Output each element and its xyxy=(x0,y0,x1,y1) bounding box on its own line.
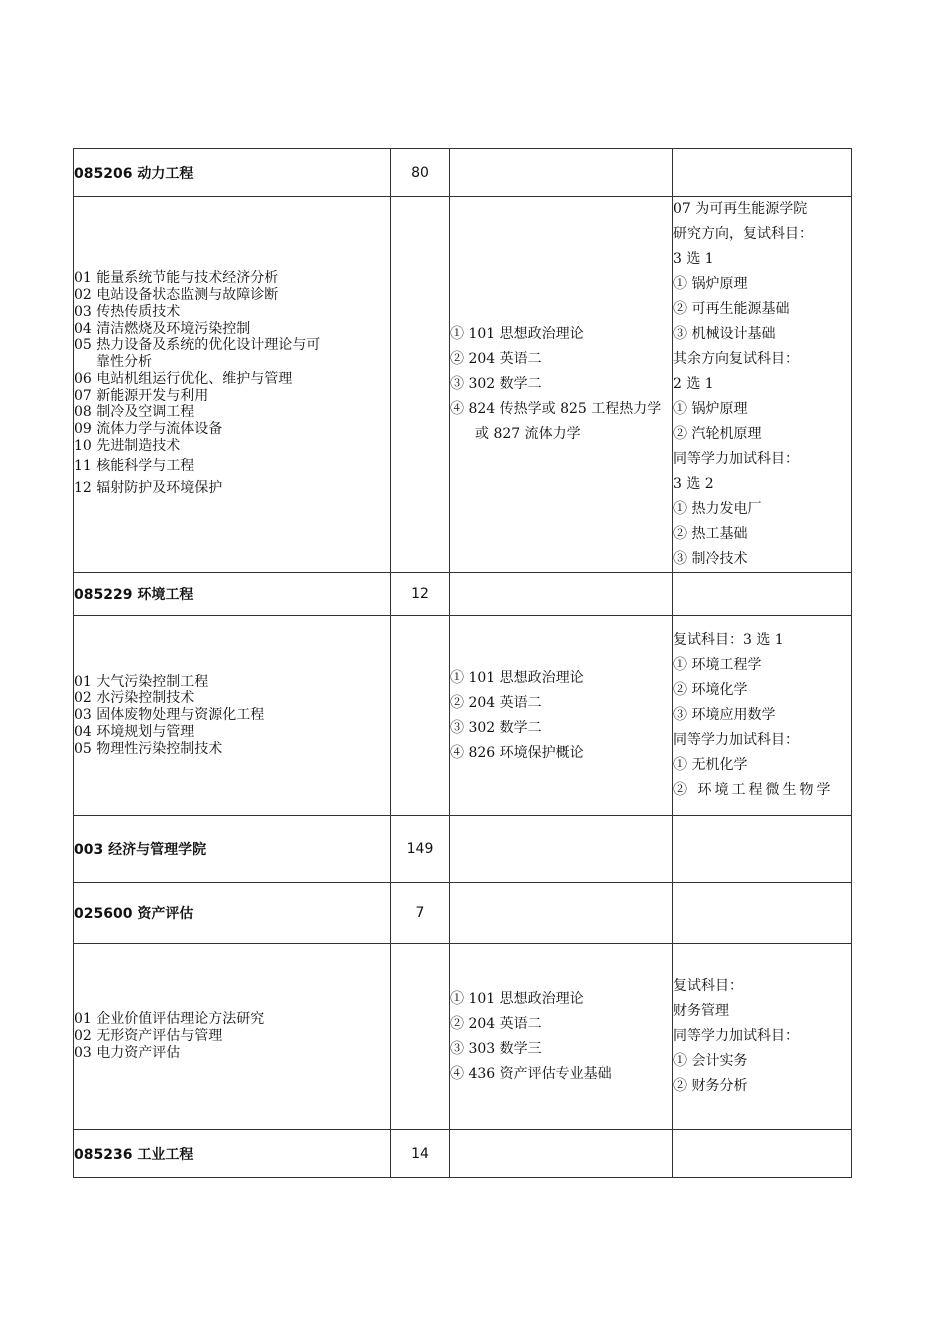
exam-item: ① 101 思想政治理论 xyxy=(450,326,584,342)
direction-item: 靠性分析 xyxy=(96,354,152,371)
direction-item: 02 电站设备状态监测与故障诊断 xyxy=(74,286,279,303)
exam-subjects xyxy=(450,616,673,816)
research-directions xyxy=(74,197,391,573)
table-row-detail-025600 xyxy=(74,944,852,1130)
research-directions xyxy=(74,944,391,1130)
direction-item: 11 核能科学与工程 xyxy=(74,457,195,474)
note-line: 同等学力加试科目： xyxy=(673,451,799,467)
direction-item: 03 固体废物处理与资源化工程 xyxy=(74,707,265,724)
exam-item: ③ 302 数学二 xyxy=(450,376,542,392)
table-row-header-025600 xyxy=(74,883,852,944)
table-row-detail-085229 xyxy=(74,616,852,816)
note-line: ② 汽轮机原理 xyxy=(673,426,762,442)
direction-item: 07 新能源开发与利用 xyxy=(74,387,209,404)
note-line: 同等学力加试科目： xyxy=(673,732,799,748)
table-row-detail-085206 xyxy=(74,197,852,573)
direction-item: 01 能量系统节能与技术经济分析 xyxy=(74,270,279,287)
empty-cell xyxy=(673,1130,852,1178)
note-line: ② 可再生能源基础 xyxy=(673,301,790,317)
empty-cell xyxy=(450,1130,673,1178)
note-line: ② 财务分析 xyxy=(673,1078,748,1094)
direction-item: 01 企业价值评估理论方法研究 xyxy=(74,1011,265,1028)
enrollment-table xyxy=(73,148,852,1178)
note-line: 同等学力加试科目： xyxy=(673,1028,799,1044)
direction-item: 01 大气污染控制工程 xyxy=(74,673,209,690)
empty-cell xyxy=(450,883,673,944)
note-line: ① 环境工程学 xyxy=(673,657,762,673)
exam-item: ③ 303 数学三 xyxy=(450,1040,542,1057)
exam-item: ② 204 英语二 xyxy=(450,1015,542,1032)
exam-item: ② 204 英语二 xyxy=(450,351,542,367)
table-row-header-003 xyxy=(74,816,852,883)
program-name: 025600 资产评估 xyxy=(74,883,391,944)
empty-cell xyxy=(673,816,852,883)
direction-item: 08 制冷及空调工程 xyxy=(74,404,195,421)
exam-item: ① 101 思想政治理论 xyxy=(450,990,584,1007)
note-line: ③ 环境应用数学 xyxy=(673,707,776,723)
direction-item: 10 先进制造技术 xyxy=(74,438,181,455)
exam-item: ④ 436 资产评估专业基础 xyxy=(450,1065,612,1082)
exam-subjects xyxy=(450,197,673,573)
enrollment-count: 149 xyxy=(391,816,450,883)
note-line: ② 环境工程微生物学 xyxy=(673,782,834,798)
retest-notes xyxy=(673,197,852,573)
note-line: ① 锅炉原理 xyxy=(673,401,748,417)
note-line: ① 热力发电厂 xyxy=(673,501,762,517)
direction-item: 04 清洁燃烧及环境污染控制 xyxy=(74,320,251,337)
empty-cell xyxy=(391,197,450,573)
direction-item: 06 电站机组运行优化、维护与管理 xyxy=(74,370,293,387)
note-line: 复试科目： xyxy=(673,978,743,994)
note-line: 财务管理 xyxy=(673,1003,729,1019)
direction-item: 05 物理性污染控制技术 xyxy=(74,740,223,757)
school-name: 003 经济与管理学院 xyxy=(74,816,391,883)
direction-item: 05 热力设备及系统的优化设计理论与可 xyxy=(74,337,321,354)
note-line: 2 选 1 xyxy=(673,376,714,392)
exam-item: ② 204 英语二 xyxy=(450,694,542,711)
enrollment-count: 7 xyxy=(391,883,450,944)
table-row-header-085236 xyxy=(74,1130,852,1178)
research-directions xyxy=(74,616,391,816)
note-line: ① 锅炉原理 xyxy=(673,276,748,292)
note-line: 07 为可再生能源学院 xyxy=(673,201,808,217)
note-line: ③ 机械设计基础 xyxy=(673,326,776,342)
note-line: 研究方向，复试科目： xyxy=(673,226,813,242)
direction-item: 03 电力资产评估 xyxy=(74,1044,181,1061)
enrollment-count: 12 xyxy=(391,573,450,616)
enrollment-count: 80 xyxy=(391,149,450,197)
table-row-header-085206 xyxy=(74,149,852,197)
empty-cell xyxy=(450,816,673,883)
note-line: 3 选 1 xyxy=(673,251,714,267)
retest-notes xyxy=(673,616,852,816)
empty-cell xyxy=(391,944,450,1130)
empty-cell xyxy=(673,573,852,616)
program-name: 085236 工业工程 xyxy=(74,1130,391,1178)
note-line: ① 会计实务 xyxy=(673,1053,748,1069)
exam-item: ④ 824 传热学或 825 工程热力学或 827 流体力学 xyxy=(450,401,662,442)
enrollment-count: 14 xyxy=(391,1130,450,1178)
note-line: ② 环境化学 xyxy=(673,682,748,698)
exam-item: ① 101 思想政治理论 xyxy=(450,669,584,686)
direction-item: 04 环境规划与管理 xyxy=(74,723,195,740)
note-line: ③ 制冷技术 xyxy=(673,551,748,567)
program-name: 085206 动力工程 xyxy=(74,149,391,197)
direction-item: 02 无形资产评估与管理 xyxy=(74,1028,223,1045)
note-line: 复试科目：3 选 1 xyxy=(673,632,784,648)
note-line: ① 无机化学 xyxy=(673,757,748,773)
exam-subjects xyxy=(450,944,673,1130)
table-row-header-085229 xyxy=(74,573,852,616)
note-line: 其余方向复试科目： xyxy=(673,351,799,367)
empty-cell xyxy=(673,883,852,944)
empty-cell xyxy=(673,149,852,197)
note-line: ② 热工基础 xyxy=(673,526,748,542)
exam-item: ③ 302 数学二 xyxy=(450,719,542,736)
program-name: 085229 环境工程 xyxy=(74,573,391,616)
direction-item: 03 传热传质技术 xyxy=(74,303,181,320)
note-line: 3 选 2 xyxy=(673,476,714,492)
retest-notes xyxy=(673,944,852,1130)
direction-item: 12 辐射防护及环境保护 xyxy=(74,479,223,496)
exam-item: ④ 826 环境保护概论 xyxy=(450,744,584,761)
direction-item: 02 水污染控制技术 xyxy=(74,690,195,707)
empty-cell xyxy=(450,573,673,616)
direction-item: 09 流体力学与流体设备 xyxy=(74,421,223,438)
empty-cell xyxy=(391,616,450,816)
empty-cell xyxy=(450,149,673,197)
